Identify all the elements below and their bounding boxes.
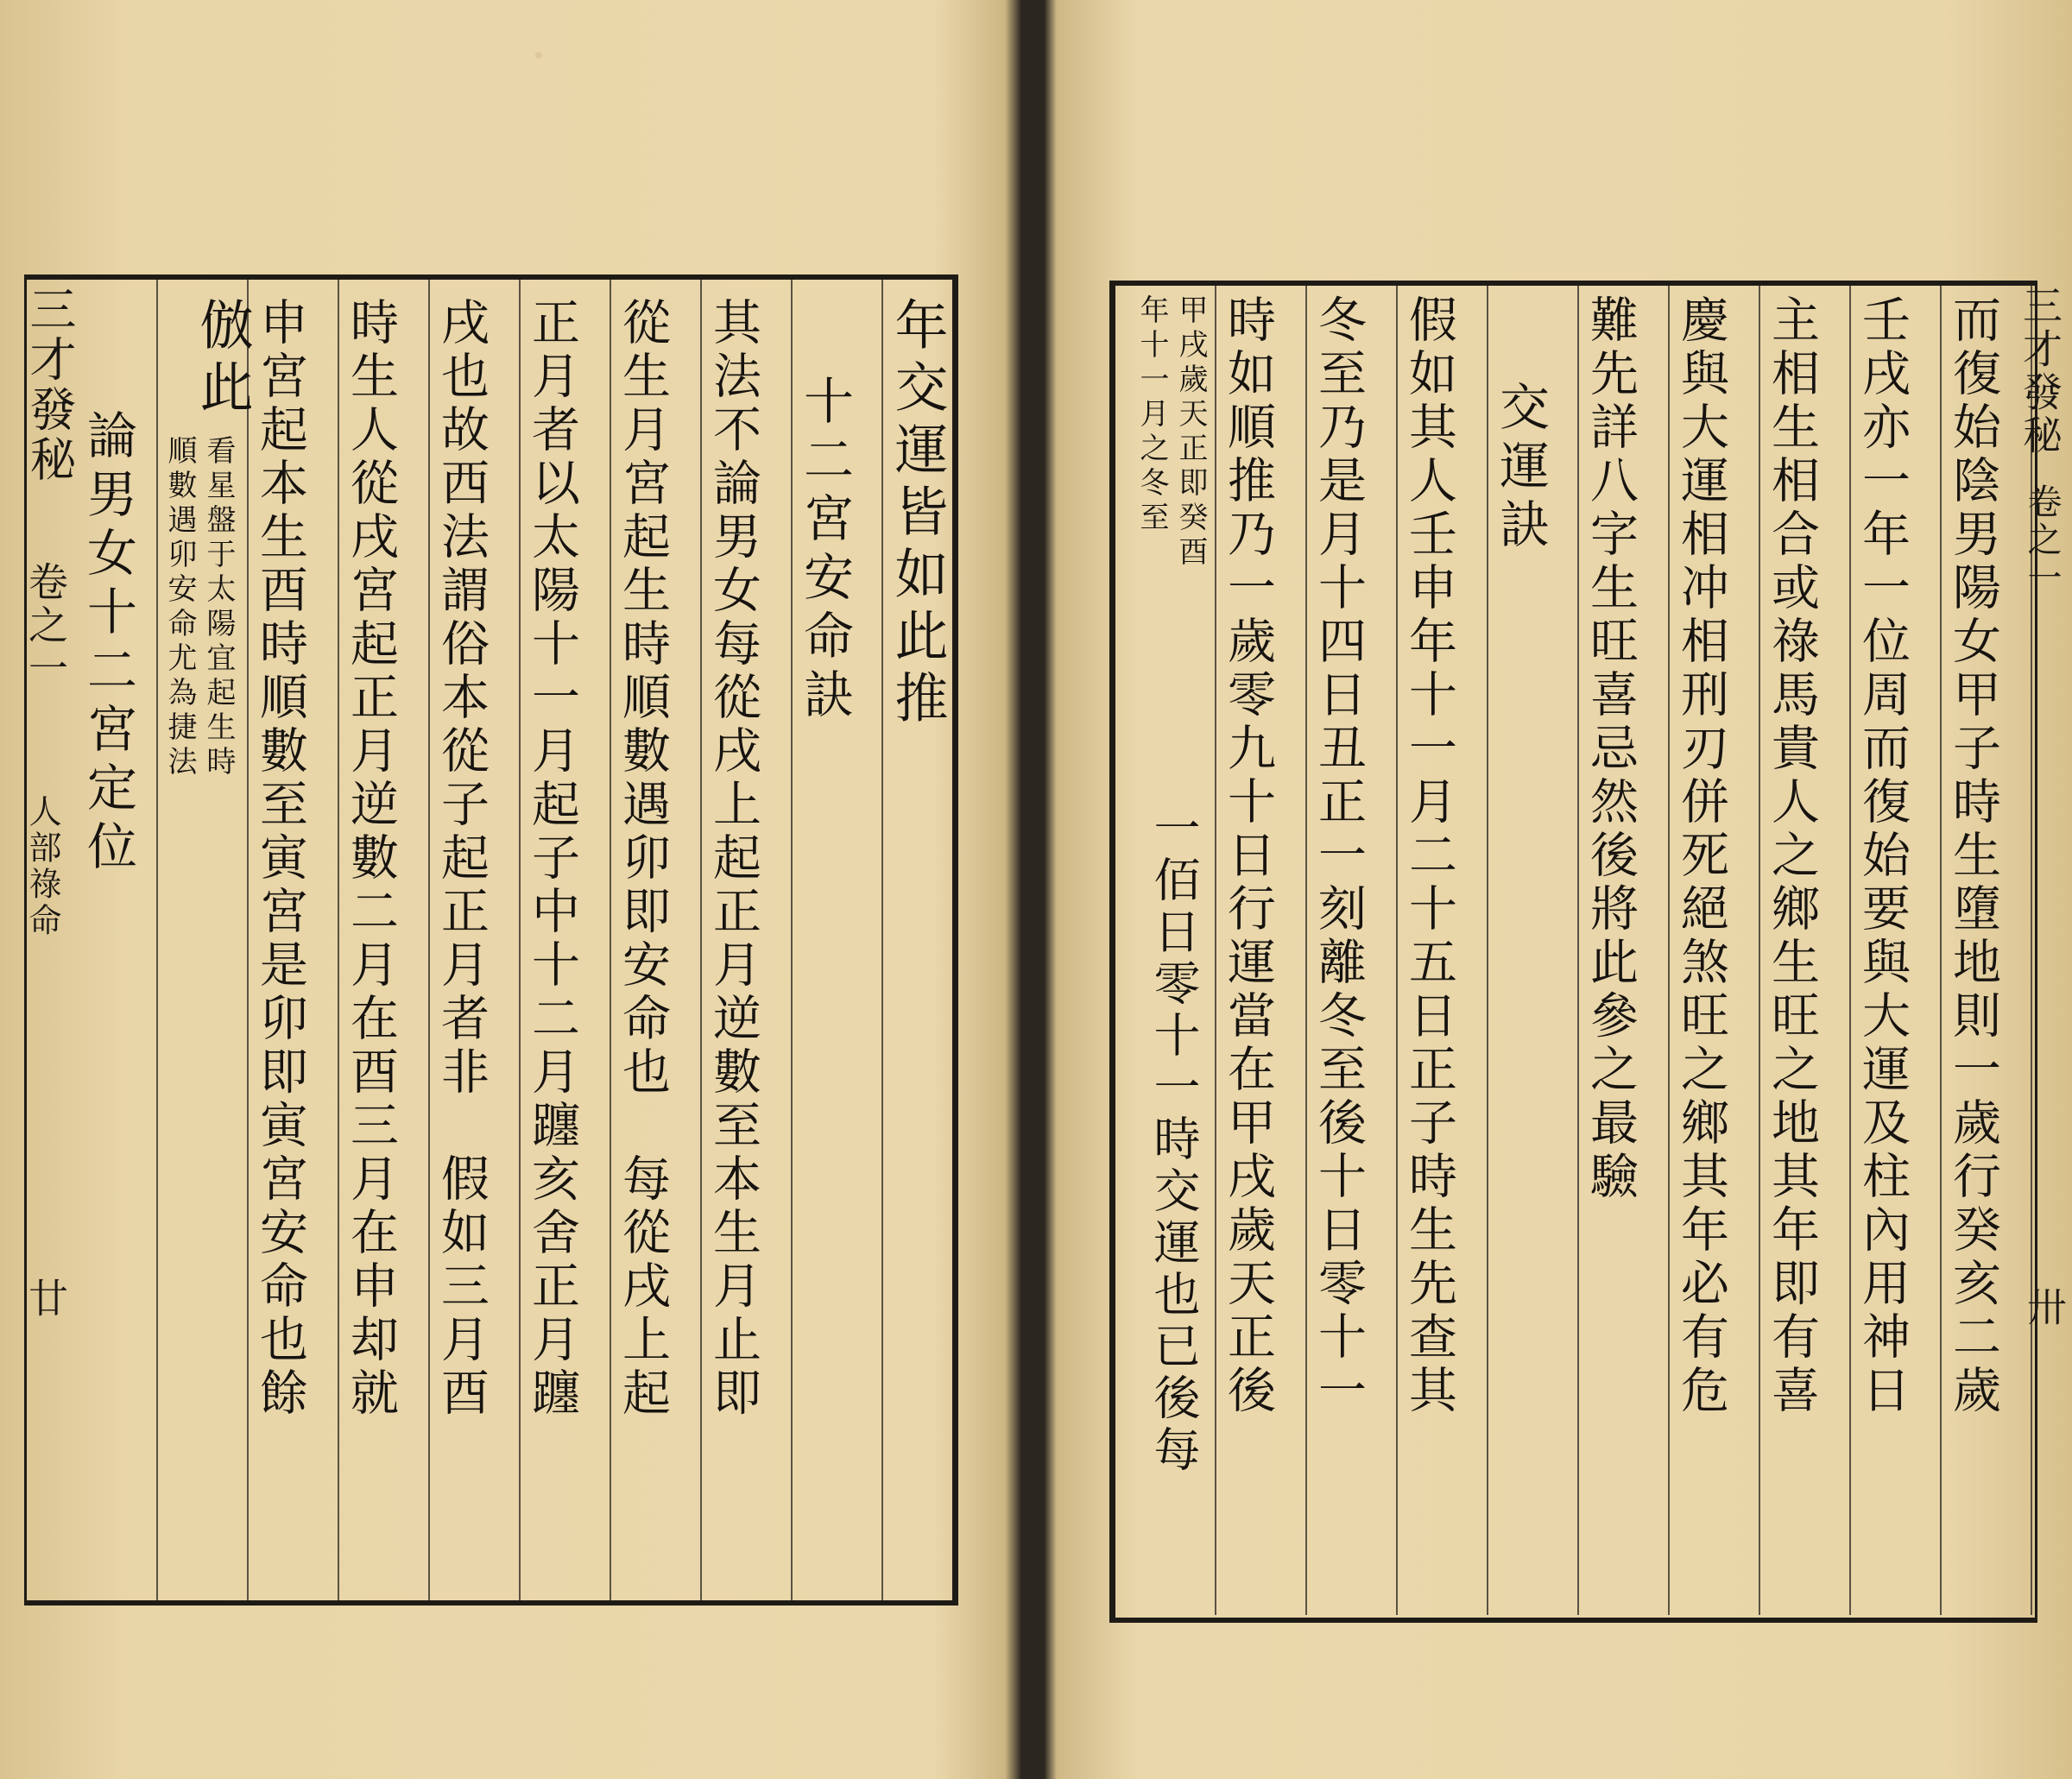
column-rule (1849, 286, 1851, 1615)
text-column: 年交運皆如此推 (886, 297, 949, 732)
column-rule (1940, 286, 1942, 1615)
folio-leaf-number: 廿 (22, 1277, 69, 1321)
column-rule (1396, 286, 1398, 1615)
column-rule (1577, 286, 1579, 1615)
text-column: 時如順推乃一歲零九十日行運當在甲戌歲天正後 (1220, 294, 1276, 1418)
column-rule (610, 280, 611, 1600)
section-heading: 十二宮安命訣 (795, 375, 854, 727)
interlinear-note: 順數遇卯安命尤為捷法 (162, 435, 197, 780)
text-column: 時生人從戌宮起正月逆數二月在酉三月在申却就 (343, 297, 399, 1421)
column-rule (700, 280, 702, 1600)
folio-section: 人部祿命 (23, 794, 61, 939)
interlinear-note: 年十一月之冬至 (1134, 294, 1169, 536)
column-rule (156, 280, 158, 1600)
text-column: 其法不論男女每從戌上起正月逆數至本生月止即 (705, 297, 761, 1421)
column-rule (338, 280, 339, 1600)
text-column: 倣此 (191, 297, 254, 421)
column-rule (519, 280, 521, 1600)
column-rule (428, 280, 430, 1600)
text-column: 正月者以太陽十一月起子中十二月躔亥舍正月躔 (524, 297, 580, 1421)
column-rule (881, 280, 883, 1600)
folio-volume: 卷之一 (2022, 483, 2062, 597)
text-column: 戌也故西法謂俗本從子起正月者非 假如三月酉 (433, 297, 490, 1421)
interlinear-note: 甲戌歲天正即癸酉 (1173, 294, 1208, 571)
column-rule (247, 280, 249, 1600)
interlinear-note: 看星盤于太陽宜起生時 (201, 435, 236, 780)
folio-leaf-number: 卅 (2021, 1286, 2068, 1329)
right-text-frame (1109, 281, 2037, 1623)
column-rule (1215, 286, 1216, 1615)
folio-volume: 卷之一 (22, 561, 69, 691)
column-rule (1487, 286, 1488, 1615)
text-column: 從生月宮起生時順數遇卯即安命也 每從戌上起 (615, 297, 671, 1421)
text-column: 難先詳八字生旺喜忌然後將此參之最驗 (1582, 294, 1639, 1204)
ink-speck (535, 52, 542, 59)
text-column: 而復始陰男陽女甲子時生墮地則一歲行癸亥二歲 (1945, 294, 2001, 1418)
right-page (1032, 0, 2072, 1779)
text-column: 慶與大運相冲相刑刃併死絕煞旺之鄉其年必有危 (1673, 294, 1729, 1418)
text-column: 冬至乃是月十四日丑正一刻離冬至後十日零十一 (1311, 294, 1367, 1418)
left-text-frame (24, 274, 958, 1606)
text-column: 申宮起本生酉時順數至寅宮是卯即寅宮安命也餘 (252, 297, 308, 1421)
column-rule (1305, 286, 1307, 1615)
text-column: 假如其人壬申年十一月二十五日正子時生先查其 (1401, 294, 1457, 1418)
column-rule (791, 280, 793, 1600)
section-heading: 交運訣 (1491, 381, 1550, 557)
text-column: 主相生相合或祿馬貴人之鄉生旺之地其年即有喜 (1764, 294, 1820, 1418)
column-rule (1668, 286, 1670, 1615)
folio-title: 三才發秘 (22, 285, 77, 485)
section-heading: 論男女十二宮定位 (79, 409, 137, 879)
folio-title: 三才發秘 (2017, 285, 2063, 457)
column-rule (1759, 286, 1760, 1615)
text-column: 一佰日零十一時交運也已後每 (1147, 804, 1201, 1477)
left-page (0, 0, 1019, 1779)
text-column: 壬戌亦一年一位周而復始要與大運及柱內用神日 (1854, 294, 1911, 1418)
